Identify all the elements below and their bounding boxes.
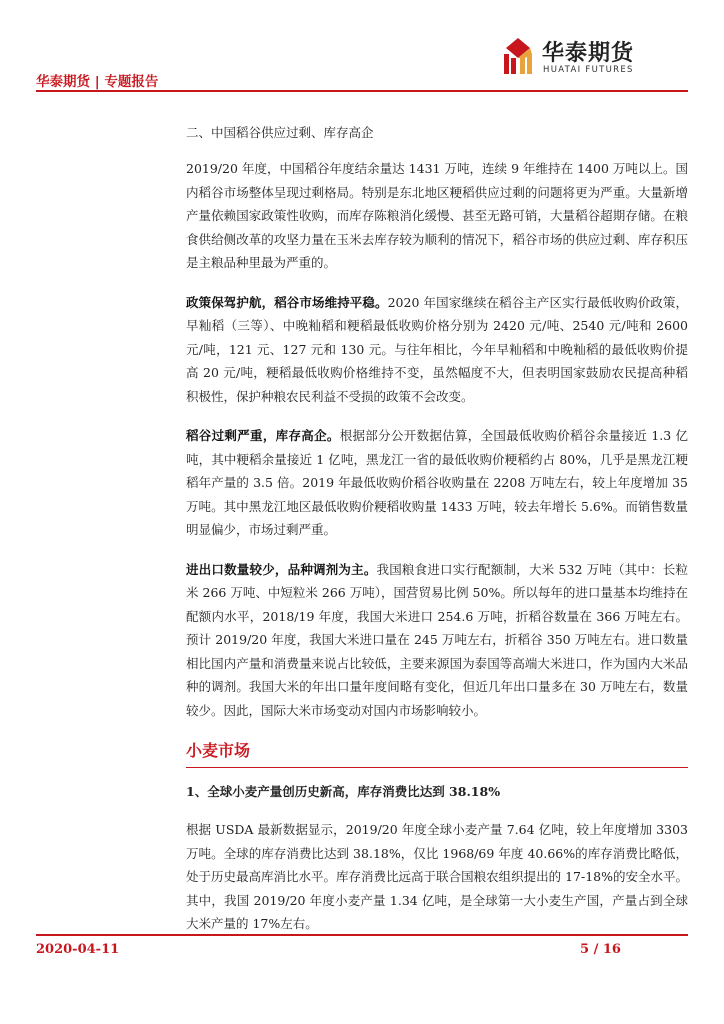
paragraph-supply: 2019/20 年度，中国稻谷年度结余量达 1431 万吨，连续 9 年维持在 1400 万吨以上。国内稻谷市场整体呈现过剩格局。特别是东北地区粳稻供应过剩的问题将更为严重。大量新增产量依赖国家政策性收购，而库存陈粮消化缓慢、甚至无路可销，大量稻谷超期存储。在粮食供给侧改革的攻坚力量在玉米去库存较为顺利的情况下，稻谷市场的供应过剩、库存积压是主粮品种里最为严重的。	[186, 161, 688, 270]
report-body	[186, 123, 688, 952]
paragraph-trade	[186, 558, 688, 723]
logo-chinese-name: 华泰期货	[542, 41, 635, 66]
paragraph-policy-text: 2020 年国家继续在稻谷主产区实行最低收购价政策，早籼稻（三等）、中晚籼稻和粳稻最低收购价格分别为 2420 元/吨、2540 元/吨和 2600 元/吨，121 元、127 元和 130 元。与往年相比，今年早籼稻和中晚籼稻的最低收购价提高 20 元/吨，粳稻最低收购价格维持不变，虽然幅度不大，但表明国家鼓励农民提高种稻积极性，保护种粮农民利益不受损的政策不会改变。	[186, 294, 688, 404]
paragraph-trade-lead: 进出口数量较少，品种调剂为主。	[186, 561, 377, 577]
report-header-label: 华泰期货 | 专题报告	[36, 74, 159, 90]
paragraph-trade-text: 我国粮食进口实行配额制，大米 532 万吨（其中：长粒米 266 万吨、中短粒米 266 万吨），国营贸易比例 50%。所以每年的进口量基本均维持在配额内水平，2018/19 年度，我国大米进口 254.6 万吨，折稻谷数量在 366 万吨左右。预计 2019/20 年度，我国大米进口量在 245 万吨左右，折稻谷 350 万吨左右。进口数量相比国内产量和消费量来说占比较低，主要来源国为泰国等高端大米进口，作为国内大米品种的调剂。我国大米的年出口量年度间略有变化，但近几年出口量多在 30 万吨左右，数量较少。因此，国际大米市场变动对国内市场影响较小。	[186, 561, 688, 718]
paragraph-policy	[186, 291, 688, 409]
numbered-heading: 1、全球小麦产量创历史新高，库存消费比达到 38.18%	[186, 784, 501, 799]
footer-date: 2020-04-11	[36, 942, 120, 957]
huatai-logo-icon	[500, 36, 536, 76]
sub-heading: 二、中国稻谷供应过剩、库存高企	[186, 125, 374, 140]
logo-english-name: HUATAI FUTURES	[543, 65, 634, 75]
footer-divider	[36, 934, 688, 936]
paragraph-surplus	[186, 424, 688, 542]
header-divider	[36, 90, 688, 92]
page-number: 5 / 16	[580, 942, 621, 957]
huatai-logo	[500, 36, 690, 78]
section-title-wheat: 小麦市场	[186, 738, 688, 768]
paragraph-policy-lead: 政策保驾护航，稻谷市场维持平稳。	[186, 294, 388, 310]
paragraph-wheat: 根据 USDA 最新数据显示，2019/20 年度全球小麦产量 7.64 亿吨，较上年度增加 3303 万吨。全球的库存消费比达到 38.18%，仅比 1968/69 年度 40.66%的库存消费比略低，处于历史最高库消比水平。库存消费比远高于联合国粮农组织提出的 17-18%的安全水平。其中，我国 2019/20 年度小麦产量 1.34 亿吨，是全球第一大小麦生产国，产量占到全球大米产量的 17%左右。	[186, 822, 688, 931]
paragraph-surplus-text: 根据部分公开数据估算，全国最低收购价稻谷余量接近 1.3 亿吨，其中粳稻余量接近 1 亿吨，黑龙江一省的最低收购价粳稻约占 80%，几乎是黑龙江粳稻年产量的 3.5 倍。2019 年最低收购价稻谷收购量在 2208 万吨左右，较上年度增加 35 万吨。其中黑龙江地区最低收购价粳稻收购量 1433 万吨，较去年增长 5.6%。而销售数量明显偏少，市场过剩严重。	[186, 428, 688, 537]
paragraph-surplus-lead: 稻谷过剩严重，库存高企。	[186, 428, 340, 443]
